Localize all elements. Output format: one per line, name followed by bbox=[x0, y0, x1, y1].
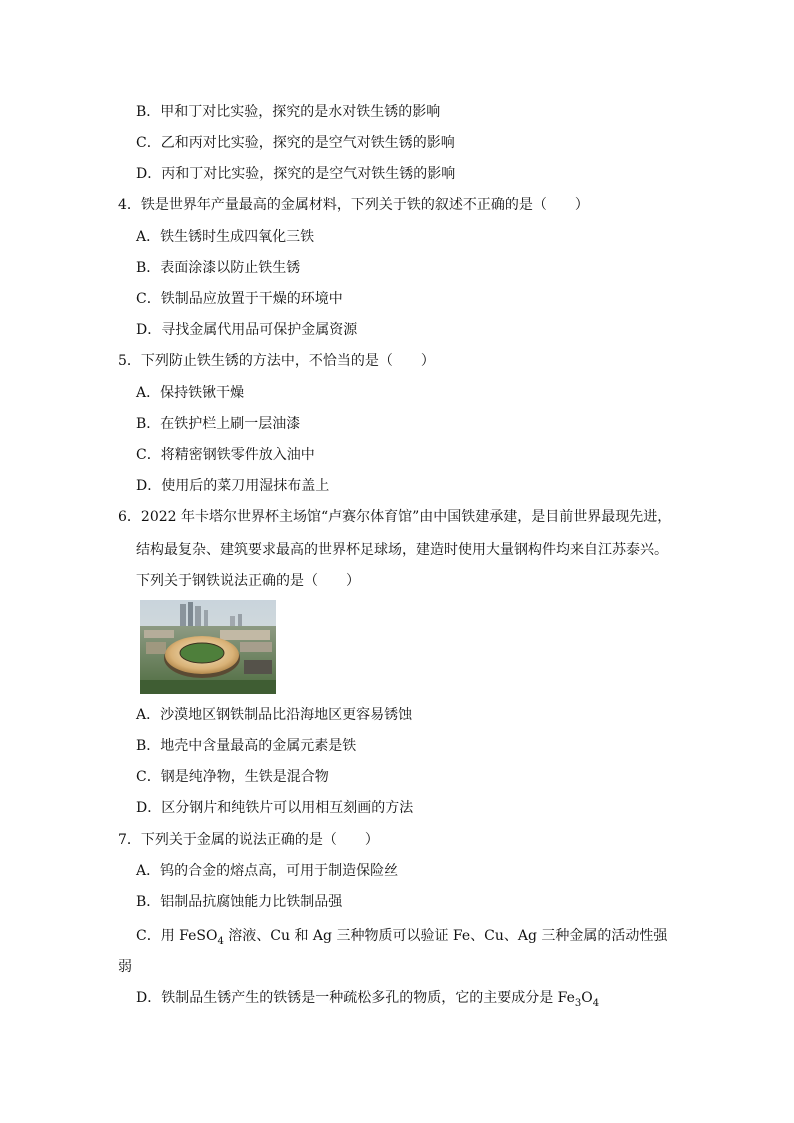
q7-option-d-sub-2: 4 bbox=[592, 997, 600, 1009]
q6-option-d: D．区分钢片和纯铁片可以用相互刻画的方法 bbox=[136, 800, 414, 816]
q7-stem: 7．下列关于金属的说法正确的是（ ） bbox=[118, 832, 379, 848]
q4-option-c: C．铁制品应放置于干燥的环境中 bbox=[136, 291, 343, 307]
q7-option-d bbox=[136, 988, 599, 1008]
q3-option-b: B．甲和丁对比实验，探究的是水对铁生锈的影响 bbox=[136, 104, 441, 120]
q5-option-c: C．将精密钢铁零件放入油中 bbox=[136, 447, 315, 463]
q5-stem: 5．下列防止铁生锈的方法中，不恰当的是（ ） bbox=[118, 353, 435, 369]
q6-stem-line-3: 下列关于钢铁说法正确的是（ ） bbox=[136, 573, 360, 589]
q6-stem-line-2: 结构最复杂、建筑要求最高的世界杯足球场，建造时使用大量钢构件均来自江苏泰兴。 bbox=[136, 542, 668, 558]
q3-option-d: D．丙和丁对比实验，探究的是空气对铁生锈的影响 bbox=[136, 166, 456, 182]
q5-option-b: B．在铁护栏上刷一层油漆 bbox=[136, 416, 301, 432]
q6-option-a: A．沙漠地区钢铁制品比沿海地区更容易锈蚀 bbox=[136, 707, 413, 723]
q7-option-a: A．钨的合金的熔点高，可用于制造保险丝 bbox=[136, 863, 399, 879]
q7-option-d-sub-1: 3 bbox=[574, 997, 582, 1009]
q7-option-c-sub: 4 bbox=[217, 935, 224, 947]
q7-option-c-pre: C．用 FeSO bbox=[136, 928, 218, 944]
q5-option-a: A．保持铁锹干燥 bbox=[136, 385, 245, 401]
q7-option-c-wrap: 弱 bbox=[118, 959, 132, 975]
q6-option-c: C．钢是纯净物，生铁是混合物 bbox=[136, 769, 329, 785]
q7-option-d-mid: O bbox=[581, 990, 593, 1006]
q4-option-d: D．寻找金属代用品可保护金属资源 bbox=[136, 322, 358, 338]
q7-option-b: B．铝制品抗腐蚀能力比铁制品强 bbox=[136, 894, 343, 910]
stadium-photo bbox=[140, 600, 276, 694]
q4-option-b: B．表面涂漆以防止铁生锈 bbox=[136, 260, 301, 276]
q7-option-c bbox=[136, 926, 667, 946]
q7-option-d-pre: D．铁制品生锈产生的铁锈是一种疏松多孔的物质，它的主要成分是 Fe bbox=[136, 990, 575, 1006]
q3-option-c: C．乙和丙对比实验，探究的是空气对铁生锈的影响 bbox=[136, 135, 455, 151]
q7-option-c-post: 溶液、Cu 和 Ag 三种物质可以验证 Fe、Cu、Ag 三种金属的活动性强 bbox=[223, 928, 668, 944]
q6-stem-line-1: 6．2022 年卡塔尔世界杯主场馆“卢赛尔体育馆”由中国铁建承建，是目前世界最现先进， bbox=[118, 509, 672, 525]
q4-option-a: A．铁生锈时生成四氧化三铁 bbox=[136, 229, 315, 245]
q6-option-b: B．地壳中含量最高的金属元素是铁 bbox=[136, 738, 357, 754]
q5-option-d: D．使用后的菜刀用湿抹布盖上 bbox=[136, 478, 330, 494]
q4-stem: 4．铁是世界年产量最高的金属材料，下列关于铁的叙述不正确的是（ ） bbox=[118, 197, 589, 213]
